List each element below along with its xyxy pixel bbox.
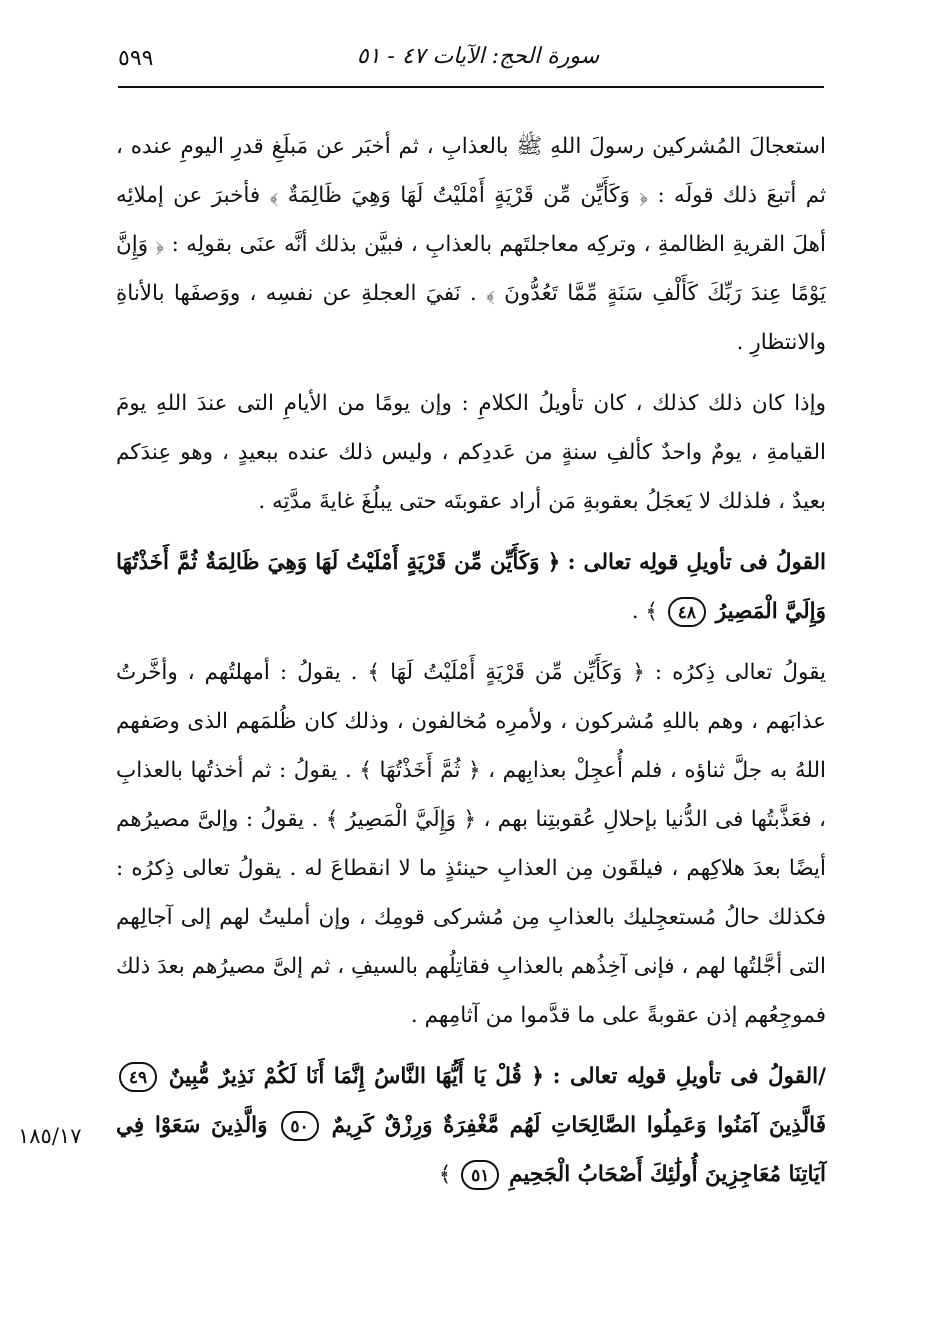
running-title: سورة الحج: الآيات ٤٧ - ٥١ [356,44,600,69]
ayah-number-marker: ٥١ [461,1160,499,1190]
verse-close: ﴾ [438,1162,452,1187]
quran-verse: وَالَّذِينَ سَعَوْا فِي آيَاتِنَا مُعَاجِزِينَ أُولَٰئِكَ أَصْحَابُ الْجَحِيمِ [116,1113,826,1187]
verse-close: ﴾ . [631,599,659,624]
page-header [118,40,824,88]
ayah-number-marker: ٤٨ [668,597,706,627]
quran-verse: ﴿ قُلْ يَا أَيُّهَا النَّاسُ إِنَّمَا أَنَا لَكُمْ نَذِيرٌ مُّبِينٌ [168,1064,544,1089]
paragraph-2: وإذا كان ذلك كذلك ، كان تأويلُ الكلامِ : وإن يومًا من الأيامِ التى عندَ اللهِ يومَ القيامةِ ، يومٌ واحدٌ كألفِ سنةٍ من عَددِكم ، وليس ذلك عنده ببعيدٍ ، وهو عِندَكم بعيدٌ ، فلذلك لا يَعجَلُ بعقوبةِ مَن أراد عقوبتَه حتى يبلُغَ غايةَ مدَّتِه . [116,391,826,514]
quran-verse: فَالَّذِينَ آمَنُوا وَعَمِلُوا الصَّالِحَاتِ لَهُم مَّغْفِرَةٌ وَرِزْقٌ كَرِيمٌ [331,1113,826,1138]
section-heading: /القولُ فى تأويلِ قولِه تعالى : [552,1064,826,1089]
ayah-number-marker: ٤٩ [119,1062,157,1092]
quran-verse: ﴿ وَكَأَيِّن مِّن قَرْيَةٍ أَمْلَيْتُ لَهَا وَهِيَ ظَالِمَةٌ ثُمَّ أَخَذْتُهَا وَإِلَيَّ الْمَصِيرُ [116,550,826,624]
ayah-number-marker: ٥٠ [281,1111,319,1141]
paragraph-4: يقولُ تعالى ذِكرُه : ﴿ وَكَأَيِّن مِّن قَرْيَةٍ أَمْلَيْتُ لَهَا ﴾ . يقولُ : أمهلتُهم ، وأخَّرتُ عذابَهم ، وهم باللهِ مُشركون ، ولأمرِه مُخالفون ، وذلك كان ظُلمَهم الذى وصَفهم اللهُ به جلَّ ثناؤه ، فلم أُعجِلْ بعذابِهم ، ﴿ ثُمَّ أَخَذْتُهَا ﴾ . يقولُ : ثم أخذتُها بالعذابِ ، فعَذَّبتُها فى الدُّنيا بإحلالِ عُقوبتِنا بهم ، ﴿ وَإِلَيَّ الْمَصِيرُ ﴾ . يقولُ : وإلىَّ مصيرُهم أيضًا بعدَ هلاكِهم ، فيلقَون مِن العذابِ حينئذٍ ما لا انقطاعَ له . يقولُ تعالى ذِكرُه : فكذلك حالُ مُستعجِليك بالعذابِ مِن مُشركى قومِك ، وإن أمليتُ لهم إلى آجالِهم التى أجَّلتُها لهم ، فإنى آخِذُهم بالعذابِ فقاتِلُهم بالسيفِ ، ثم إلىَّ مصيرُهم بعدَ ذلك فموجِعُهم إذن عقوبةً على ما قدَّموا من آثامِهم . [116,660,826,1028]
paragraph-3 [116,538,826,636]
body-text [116,122,826,1199]
section-heading: القولُ فى تأويلِ قولِه تعالى : [567,550,826,575]
paragraph-5 [116,1052,826,1199]
paragraph-1: استعجالَ المُشركين رسولَ اللهِ ﷺ بالعذابِ ، ثم أخبَر عن مَبلَغِ قدرِ اليومِ عنده ، ثم أتبعَ ذلك قولَه : ﴿ وَكَأَيِّن مِّن قَرْيَةٍ أَمْلَيْتُ لَهَا وَهِيَ ظَالِمَةٌ ﴾ فأخبرَ عن إملائِه أهلَ القريةِ الظالمةِ ، وتركِه معاجلتَهم بالعذابِ ، فبيَّن بذلك أنَّه عنَى بقولِه : ﴿ وَإِنَّ يَوْمًا عِندَ رَبِّكَ كَأَلْفِ سَنَةٍ مِّمَّا تَعُدُّونَ ﴾ . نَفيَ العجلةِ عن نفسِه ، ووَصفَها بالأناةِ والانتظارِ . [116,134,827,355]
margin-reference: ١٨٥/١٧ [18,1124,82,1148]
page-number: ٥٩٩ [118,46,154,71]
